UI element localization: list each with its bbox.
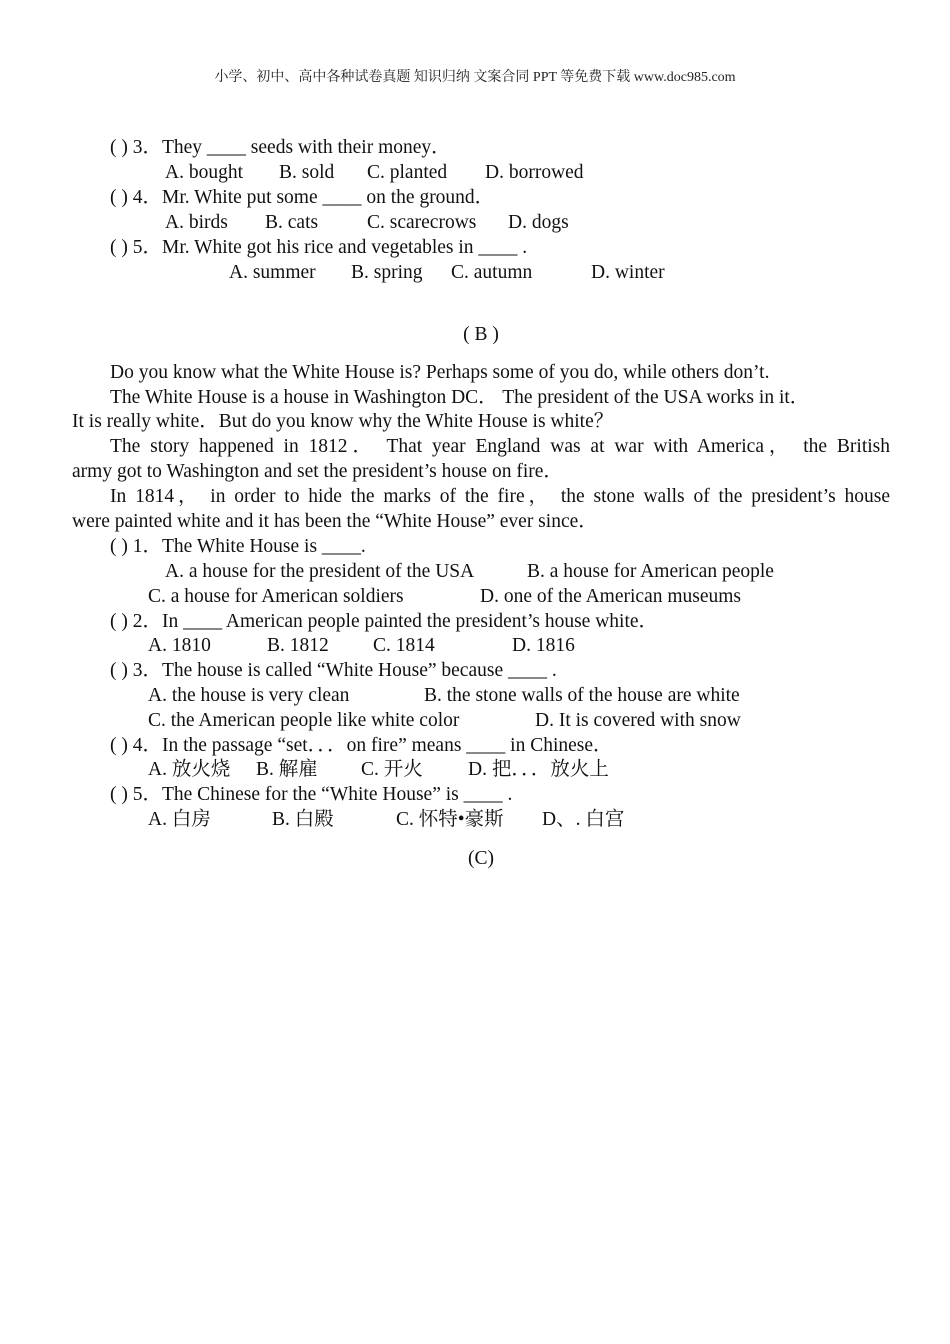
question-b2-option-c: C. 1814 <box>373 635 435 656</box>
passage-line-5: army got to Washington and set the president’s house on fire． <box>72 461 563 482</box>
section-c-heading: (C) <box>468 848 494 869</box>
passage-line-1: Do you know what the White House is? Perhaps some of you do, while others don’t. <box>110 362 770 383</box>
question-b4-option-b: B. 解雇 <box>256 759 318 780</box>
question-a5-stem: ( ) 5．Mr. White got his rice and vegetables in ____ . <box>110 237 528 258</box>
question-a5-option-a: A. summer <box>229 262 316 283</box>
question-b5-option-a: A. 白房 <box>148 809 211 830</box>
question-b3-option-a: A. the house is very clean <box>148 685 350 706</box>
passage-line-7: were painted white and it has been the “White House” ever since． <box>72 511 598 532</box>
question-b2-stem: ( ) 2．In ____ American people painted the president’s house white． <box>110 611 659 632</box>
question-b3-option-b: B. the stone walls of the house are white <box>424 685 740 706</box>
question-a5-option-c: C. autumn <box>451 262 533 283</box>
question-a3-option-d: D. borrowed <box>485 162 584 183</box>
question-b3-stem: ( ) 3．The house is called “White House” because ____ . <box>110 660 557 681</box>
question-b1-option-d: D. one of the American museums <box>480 586 742 607</box>
question-b3-option-c: C. the American people like white color <box>148 710 460 731</box>
question-a4-stem: ( ) 4．Mr. White put some ____ on the ground． <box>110 187 495 208</box>
question-b1-option-a: A. a house for the president of the USA <box>165 561 475 582</box>
question-b2-option-b: B. 1812 <box>267 635 329 656</box>
passage-line-4: The story happened in 1812． That year England was at war with America， the British <box>110 436 890 457</box>
question-b4-option-c: C. 开火 <box>361 759 423 780</box>
question-a3-option-a: A. bought <box>165 162 243 183</box>
question-a4-option-d: D. dogs <box>508 212 569 233</box>
question-a4-option-c: C. scarecrows <box>367 212 477 233</box>
question-a3-stem: ( ) 3．They ____ seeds with their money． <box>110 137 451 158</box>
question-b4-option-a: A. 放火烧 <box>148 759 231 780</box>
question-b1-option-c: C. a house for American soldiers <box>148 586 404 607</box>
page-header: 小学、初中、高中各种试卷真题 知识归纳 文案合同 PPT 等免费下载 www.doc985.com <box>214 70 736 85</box>
question-b2-option-a: A. 1810 <box>148 635 211 656</box>
question-b5-option-d: D、. 白宫 <box>542 809 625 830</box>
question-b5-option-b: B. 白殿 <box>272 809 334 830</box>
question-b2-option-d: D. 1816 <box>512 635 575 656</box>
question-b4-option-d: D. 把．．．放火上 <box>468 759 609 780</box>
question-a3-option-c: C. planted <box>367 162 448 183</box>
passage-line-3: It is really white．But do you know why the White House is white？ <box>72 411 614 432</box>
question-a5-option-b: B. spring <box>351 262 423 283</box>
question-a4-option-a: A. birds <box>165 212 228 233</box>
passage-line-2: The White House is a house in Washington DC． The president of the USA works in it． <box>110 387 810 408</box>
question-b5-option-c: C. 怀特•豪斯 <box>396 809 504 830</box>
question-b1-option-b: B. a house for American people <box>527 561 774 582</box>
question-a4-option-b: B. cats <box>265 212 319 233</box>
question-b1-stem: ( ) 1．The White House is ____. <box>110 536 366 557</box>
section-b-heading: ( B ) <box>463 324 499 345</box>
question-b5-stem: ( ) 5．The Chinese for the “White House” is ____ . <box>110 784 513 805</box>
passage-line-6: In 1814， in order to hide the marks of the fire， the stone walls of the president’s house <box>110 486 890 507</box>
question-b4-stem: ( ) 4．In the passage “set．．．on fire” means ____ in Chinese． <box>110 735 613 756</box>
question-a5-option-d: D. winter <box>591 262 665 283</box>
question-a3-option-b: B. sold <box>279 162 335 183</box>
question-b3-option-d: D. It is covered with snow <box>535 710 741 731</box>
